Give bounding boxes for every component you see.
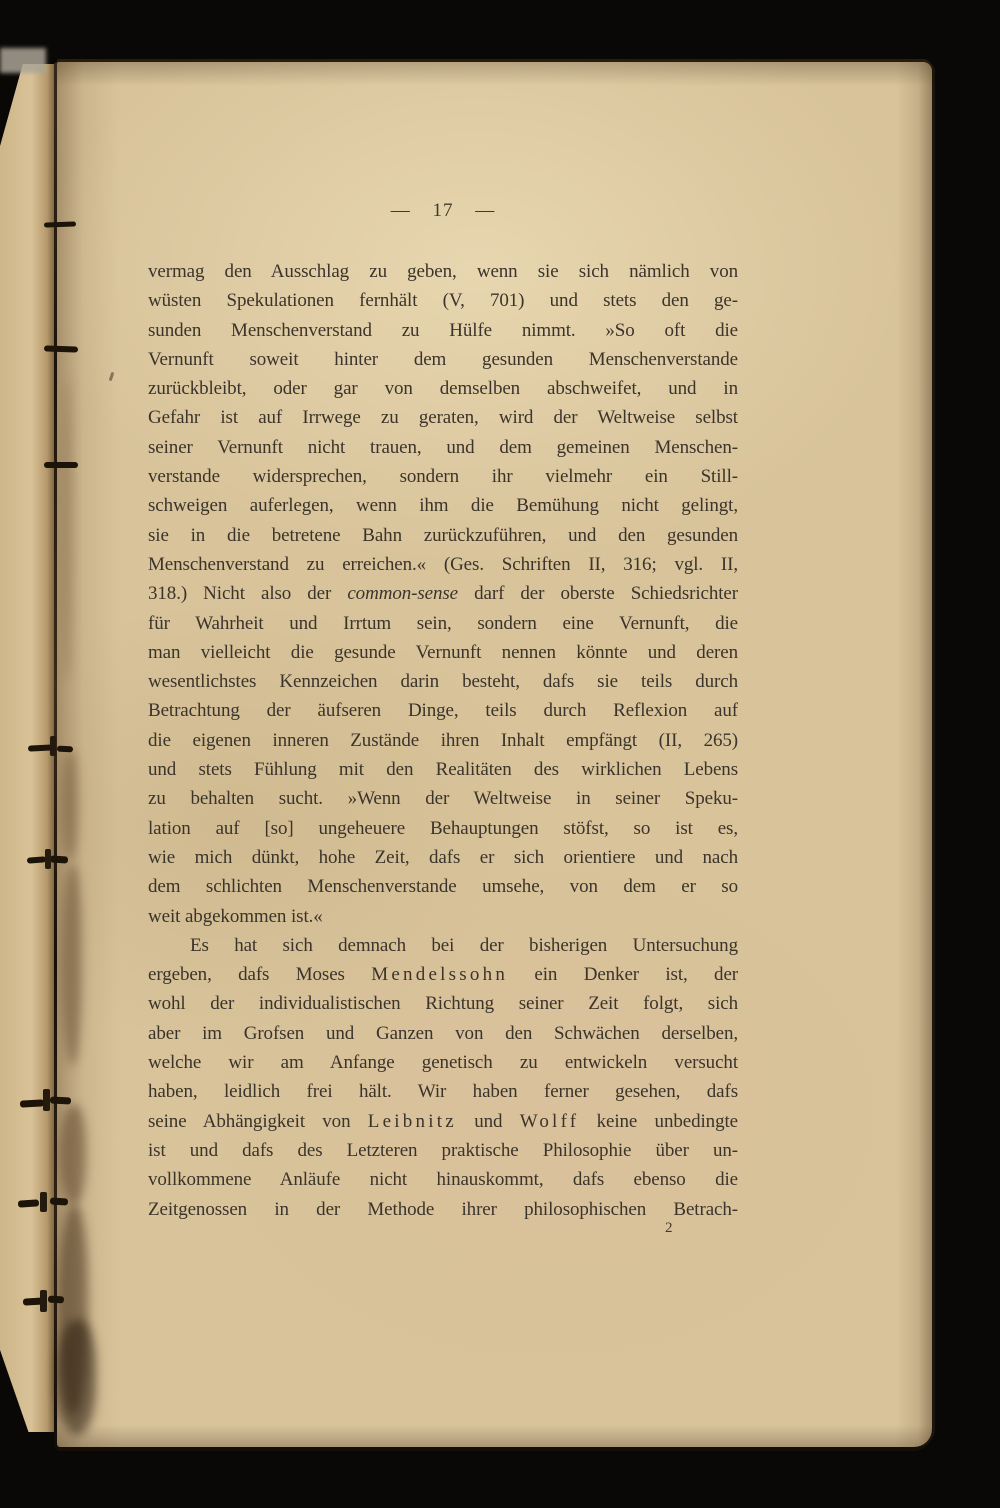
text-line: vollkommene Anläufe nicht hinauskommt, dafs ebenso die [148, 1169, 738, 1191]
body-text [148, 257, 738, 1224]
page-number-header: — 17 — [390, 200, 496, 221]
text-line: Betrachtung der äufseren Dinge, teils durch Reflexion auf [148, 700, 738, 722]
binding-stitch [48, 1296, 64, 1304]
text-line: zurückbleibt, oder gar von demselben abschweifet, und in [148, 378, 738, 400]
text-line: Gefahr ist auf Irrwege zu geraten, wird der Weltweise selbst [148, 407, 738, 429]
text-line: für Wahrheit und Irrtum sein, sondern eine Vernunft, die [148, 612, 738, 634]
binding-thread [50, 736, 56, 756]
book-page [57, 62, 932, 1447]
binding-stitch [57, 746, 73, 753]
binding-stitch [50, 855, 68, 863]
text-line: wie mich dünkt, hohe Zeit, dafs er sich orientiere und nach [148, 846, 738, 868]
gutter-shadow [62, 750, 78, 860]
text-line: aber im Grofsen und Ganzen von den Schwächen derselben, [148, 1022, 738, 1044]
text-line: wohl der individualistischen Richtung seiner Zeit folgt, sich [148, 993, 738, 1015]
text-line: seine Abhängigkeit von Leibnitz und Wolff keine unbedingte [148, 1110, 738, 1132]
text-line: verstande widersprechen, sondern ihr vielmehr ein Still- [148, 466, 738, 488]
scan-artifact [0, 48, 46, 73]
text-line: sie in die betretene Bahn zurückzuführen, und den gesunden [148, 524, 738, 546]
text-line: Vernunft soweit hinter dem gesunden Menschenverstande [148, 348, 738, 370]
signature-mark: 2 [665, 1220, 673, 1236]
text-line: Es hat sich demnach bei der bisherigen Untersuchung [190, 934, 738, 956]
text-line: 318.) Nicht also der common-sense darf der oberste Schiedsrichter [148, 583, 738, 605]
text-line: man vielleicht die gesunde Vernunft nennen könnte und deren [148, 641, 738, 663]
text-line: und stets Fühlung mit den Realitäten des wirklichen Lebens [148, 759, 738, 781]
gutter-shadow [60, 1105, 86, 1205]
text-line: dem schlichten Menschenverstande umsehe, von dem er so [148, 876, 738, 898]
text-line: zu behalten sucht. »Wenn der Weltweise in seiner Speku- [148, 788, 738, 810]
text-line: ergeben, dafs Moses Mendelssohn ein Denker ist, der [148, 964, 738, 986]
binding-stitch [44, 345, 78, 352]
gutter-shadow [56, 1320, 96, 1435]
binding-thread [40, 1290, 47, 1312]
text-line: Menschenverstand zu erreichen.« (Ges. Schriften II, 316; vgl. II, [148, 553, 738, 575]
gutter-shadow [62, 865, 82, 1065]
binding-thread [43, 1089, 50, 1111]
text-line: wüsten Spekulationen fernhält (V, 701) und stets den ge- [148, 290, 738, 312]
text-line: lation auf [so] ungeheuere Behauptungen stöfst, so ist es, [148, 817, 738, 839]
binding-stitch [20, 1099, 44, 1107]
gutter-shadow [62, 380, 72, 680]
binding-thread [45, 849, 51, 869]
text-line: sunden Menschenverstand zu Hülfe nimmt. »So oft die [148, 319, 738, 341]
binding-stitch [18, 1199, 39, 1207]
binding-stitch [50, 1197, 68, 1205]
binding-stitch [44, 462, 78, 468]
text-line: haben, leidlich frei hält. Wir haben ferner gesehen, dafs [148, 1081, 738, 1103]
text-line: Zeitgenossen in der Methode ihrer philosophischen Betrach- [148, 1198, 738, 1220]
text-line: weit abgekommen ist.« [148, 905, 323, 927]
text-line: welche wir am Anfange genetisch zu entwickeln versucht [148, 1052, 738, 1074]
text-line: vermag den Ausschlag zu geben, wenn sie sich nämlich von [148, 261, 738, 282]
text-line: wesentlichstes Kennzeichen darin besteht, dafs sie teils durch [148, 671, 738, 693]
binding-stitch [50, 1096, 71, 1104]
text-line: schweigen auferlegen, wenn ihm die Bemühung nicht gelingt, [148, 495, 738, 517]
text-line: ist und dafs des Letzteren praktische Philosophie über un- [148, 1139, 738, 1161]
text-line: seiner Vernunft nicht trauen, und dem gemeinen Menschen- [148, 436, 738, 458]
text-line: die eigenen inneren Zustände ihren Inhalt empfängt (II, 265) [148, 729, 738, 751]
binding-thread [40, 1192, 47, 1212]
